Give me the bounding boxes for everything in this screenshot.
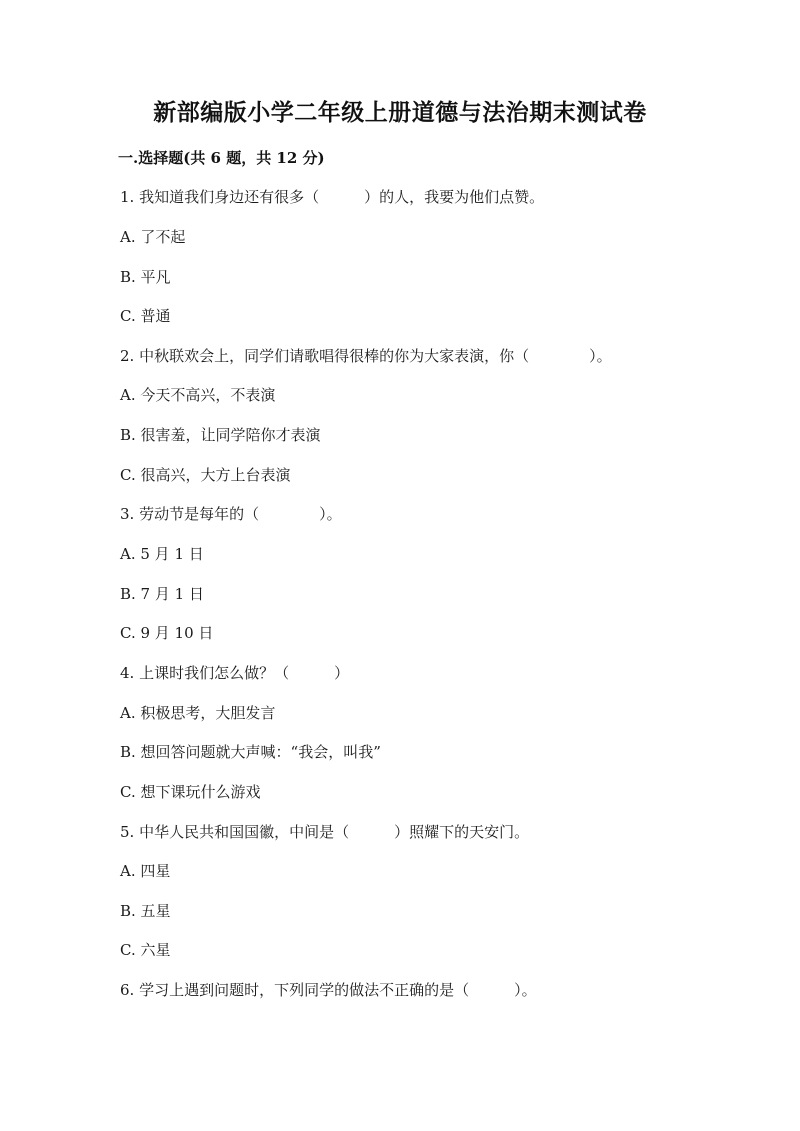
question-5-stem: 5. 中华人民共和国国徽，中间是（ ）照耀下的天安门。 — [120, 823, 530, 841]
question-3-option-b: B. 7 月 1 日 — [120, 585, 204, 603]
question-5-option-b: B. 五星 — [120, 902, 171, 920]
question-6-stem: 6. 学习上遇到问题时，下列同学的做法不正确的是（ ）。 — [120, 981, 537, 999]
question-1-option-a: A. 了不起 — [120, 228, 186, 246]
question-4-stem: 4. 上课时我们怎么做？（ ） — [120, 664, 350, 682]
question-5-option-a: A. 四星 — [120, 862, 171, 880]
question-3-option-c: C. 9 月 10 日 — [120, 624, 214, 642]
question-2-option-b: B. 很害羞，让同学陪你才表演 — [120, 426, 321, 444]
question-4-option-c: C. 想下课玩什么游戏 — [120, 783, 261, 801]
question-3-option-a: A. 5 月 1 日 — [120, 545, 204, 563]
question-4-option-b: B. 想回答问题就大声喊：“我会，叫我” — [120, 743, 381, 761]
question-1-stem: 1. 我知道我们身边还有很多（ ）的人，我要为他们点赞。 — [120, 188, 545, 206]
question-1-option-c: C. 普通 — [120, 307, 171, 325]
section-heading: 一.选择题(共 6 题，共 12 分) — [118, 149, 325, 167]
question-5-option-c: C. 六星 — [120, 941, 171, 959]
question-2-option-c: C. 很高兴，大方上台表演 — [120, 466, 291, 484]
page-title: 新部编版小学二年级上册道德与法治期末测试卷 — [153, 99, 647, 126]
question-2-option-a: A. 今天不高兴，不表演 — [120, 386, 276, 404]
question-4-option-a: A. 积极思考，大胆发言 — [120, 704, 276, 722]
question-3-stem: 3. 劳动节是每年的（ ）。 — [120, 505, 342, 523]
question-2-stem: 2. 中秋联欢会上，同学们请歌唱得很棒的你为大家表演，你（ ）。 — [120, 347, 612, 365]
question-1-option-b: B. 平凡 — [120, 268, 171, 286]
